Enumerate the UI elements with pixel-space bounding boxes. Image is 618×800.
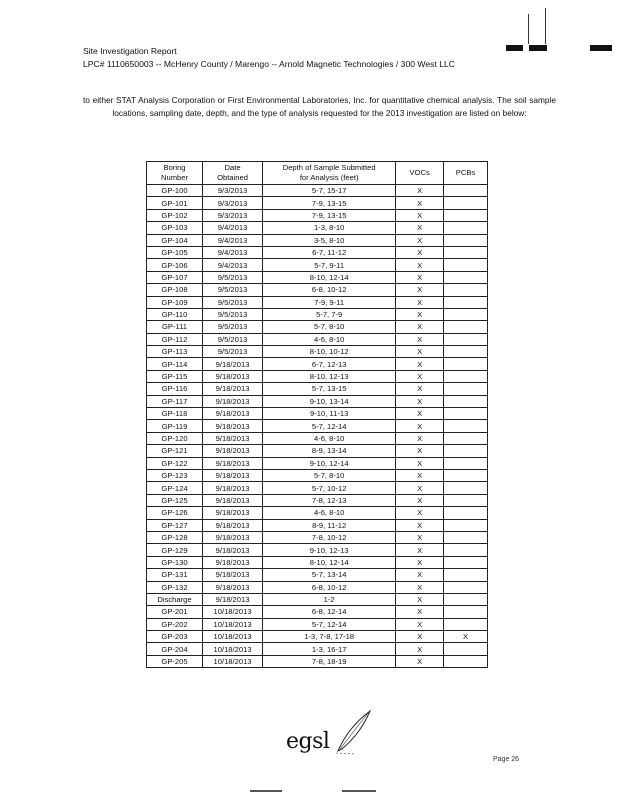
cell-vocs: X (396, 445, 444, 457)
cell-pcbs: X (444, 631, 488, 643)
cell-boring-number: GP-106 (147, 259, 203, 271)
cell-vocs: X (396, 556, 444, 568)
cell-vocs: X (396, 457, 444, 469)
cell-sample-depth: 8-10, 10-12 (263, 346, 396, 358)
cell-sample-depth: 7-9, 9-11 (263, 296, 396, 308)
quill-icon (286, 707, 376, 757)
cell-boring-number: GP-107 (147, 271, 203, 283)
cell-pcbs (444, 432, 488, 444)
cell-pcbs (444, 234, 488, 246)
cell-pcbs (444, 408, 488, 420)
cell-boring-number: GP-126 (147, 507, 203, 519)
cell-date-obtained: 10/18/2013 (203, 618, 263, 630)
cell-sample-depth: 8-9, 13-14 (263, 445, 396, 457)
cell-vocs: X (396, 383, 444, 395)
cell-vocs: X (396, 321, 444, 333)
cell-vocs: X (396, 569, 444, 581)
cell-vocs: X (396, 581, 444, 593)
cell-vocs: X (396, 358, 444, 370)
cell-date-obtained: 9/5/2013 (203, 333, 263, 345)
cell-boring-number: GP-122 (147, 457, 203, 469)
cell-sample-depth: 8-9, 11-12 (263, 519, 396, 531)
scan-mark (506, 45, 523, 51)
cell-boring-number: GP-131 (147, 569, 203, 581)
cell-date-obtained: 9/18/2013 (203, 507, 263, 519)
cell-date-obtained: 9/18/2013 (203, 395, 263, 407)
cell-sample-depth: 8-10, 12-14 (263, 271, 396, 283)
cell-pcbs (444, 346, 488, 358)
cell-boring-number: GP-108 (147, 284, 203, 296)
cell-date-obtained: 9/18/2013 (203, 469, 263, 481)
table-row (147, 643, 488, 655)
cell-vocs: X (396, 519, 444, 531)
cell-sample-depth: 7-8, 10-12 (263, 531, 396, 543)
cell-pcbs (444, 284, 488, 296)
cell-pcbs (444, 457, 488, 469)
cell-pcbs (444, 482, 488, 494)
cell-vocs: X (396, 197, 444, 209)
table-row (147, 631, 488, 643)
cell-sample-depth: 5-7, 12-14 (263, 420, 396, 432)
cell-vocs: X (396, 185, 444, 197)
cell-vocs: X (396, 346, 444, 358)
cell-boring-number: GP-102 (147, 209, 203, 221)
egsl-logo (286, 707, 376, 757)
cell-boring-number: GP-118 (147, 408, 203, 420)
cell-pcbs (444, 544, 488, 556)
cell-sample-depth: 5-7, 12-14 (263, 618, 396, 630)
cell-date-obtained: 9/4/2013 (203, 246, 263, 258)
cell-date-obtained: 9/4/2013 (203, 259, 263, 271)
cell-vocs: X (396, 531, 444, 543)
cell-date-obtained: 9/3/2013 (203, 197, 263, 209)
table-row (147, 197, 488, 209)
cell-sample-depth: 7-8, 12-13 (263, 494, 396, 506)
cell-pcbs (444, 581, 488, 593)
cell-boring-number: GP-121 (147, 445, 203, 457)
cell-vocs: X (396, 482, 444, 494)
table-row (147, 482, 488, 494)
cell-pcbs (444, 271, 488, 283)
cell-date-obtained: 9/18/2013 (203, 408, 263, 420)
cell-boring-number: GP-124 (147, 482, 203, 494)
cell-date-obtained: 9/18/2013 (203, 420, 263, 432)
cell-sample-depth: 5-7, 13-15 (263, 383, 396, 395)
cell-date-obtained: 9/5/2013 (203, 308, 263, 320)
col-depth-line2: for Analysis (feet) (299, 173, 359, 182)
cell-vocs: X (396, 593, 444, 605)
table-row (147, 469, 488, 481)
cell-sample-depth: 9-10, 12-13 (263, 544, 396, 556)
table-row (147, 445, 488, 457)
cell-sample-depth: 1-3, 7-8, 17-18 (263, 631, 396, 643)
cell-sample-depth: 6-7, 12-13 (263, 358, 396, 370)
cell-vocs: X (396, 420, 444, 432)
cell-sample-depth: 1-2 (263, 593, 396, 605)
cell-boring-number: GP-123 (147, 469, 203, 481)
cell-vocs: X (396, 222, 444, 234)
table-row (147, 370, 488, 382)
cell-pcbs (444, 655, 488, 667)
cell-boring-number: GP-109 (147, 296, 203, 308)
table-row (147, 296, 488, 308)
cell-date-obtained: 9/5/2013 (203, 271, 263, 283)
cell-vocs: X (396, 408, 444, 420)
table-row (147, 346, 488, 358)
cell-date-obtained: 10/18/2013 (203, 643, 263, 655)
cell-pcbs (444, 507, 488, 519)
table-row (147, 569, 488, 581)
cell-sample-depth: 5-7, 8-10 (263, 469, 396, 481)
cell-sample-depth: 1-3, 8-10 (263, 222, 396, 234)
table-row (147, 581, 488, 593)
scan-mark (545, 8, 546, 44)
table-row (147, 432, 488, 444)
cell-sample-depth: 6-8, 10-12 (263, 581, 396, 593)
cell-date-obtained: 9/18/2013 (203, 457, 263, 469)
cell-vocs: X (396, 631, 444, 643)
cell-date-obtained: 9/18/2013 (203, 556, 263, 568)
cell-date-obtained: 9/4/2013 (203, 222, 263, 234)
col-boring-line2: Number (161, 173, 189, 182)
cell-boring-number: GP-111 (147, 321, 203, 333)
cell-boring-number: GP-203 (147, 631, 203, 643)
scan-mark (250, 790, 282, 792)
cell-pcbs (444, 370, 488, 382)
cell-sample-depth: 7-9, 13-15 (263, 197, 396, 209)
cell-vocs: X (396, 655, 444, 667)
table-row (147, 284, 488, 296)
cell-date-obtained: 9/5/2013 (203, 321, 263, 333)
cell-vocs: X (396, 259, 444, 271)
cell-vocs: X (396, 494, 444, 506)
cell-pcbs (444, 246, 488, 258)
cell-sample-depth: 5-7, 9-11 (263, 259, 396, 271)
cell-boring-number: GP-130 (147, 556, 203, 568)
cell-pcbs (444, 308, 488, 320)
table-row (147, 259, 488, 271)
cell-boring-number: GP-202 (147, 618, 203, 630)
table-header-row (147, 162, 488, 185)
table-row (147, 408, 488, 420)
cell-boring-number: GP-120 (147, 432, 203, 444)
cell-vocs: X (396, 432, 444, 444)
table-row (147, 618, 488, 630)
table-row (147, 358, 488, 370)
cell-date-obtained: 9/3/2013 (203, 185, 263, 197)
cell-date-obtained: 10/18/2013 (203, 631, 263, 643)
col-date-line2: Obtained (217, 173, 248, 182)
cell-boring-number: GP-113 (147, 346, 203, 358)
table-row (147, 395, 488, 407)
cell-date-obtained: 9/18/2013 (203, 544, 263, 556)
col-depth-line1: Depth of Sample Submitted (282, 163, 376, 172)
col-pcbs: PCBs (444, 162, 488, 185)
cell-boring-number: GP-100 (147, 185, 203, 197)
cell-boring-number: GP-117 (147, 395, 203, 407)
scan-mark (590, 45, 612, 51)
cell-sample-depth: 5-7, 13-14 (263, 569, 396, 581)
cell-date-obtained: 10/18/2013 (203, 606, 263, 618)
cell-vocs: X (396, 246, 444, 258)
cell-date-obtained: 9/18/2013 (203, 531, 263, 543)
table-row (147, 246, 488, 258)
col-sample-depth (263, 162, 396, 185)
cell-boring-number: GP-127 (147, 519, 203, 531)
cell-pcbs (444, 321, 488, 333)
cell-boring-number: GP-103 (147, 222, 203, 234)
scan-mark (528, 14, 529, 44)
cell-date-obtained: 10/18/2013 (203, 655, 263, 667)
cell-vocs: X (396, 209, 444, 221)
cell-sample-depth: 5-7, 15-17 (263, 185, 396, 197)
cell-vocs: X (396, 308, 444, 320)
cell-pcbs (444, 531, 488, 543)
cell-sample-depth: 4-6, 8-10 (263, 333, 396, 345)
report-subtitle: LPC# 1110650003 -- McHenry County / Marengo -- Arnold Magnetic Technologies / 300 West LLC (83, 59, 455, 69)
table-row (147, 209, 488, 221)
cell-vocs: X (396, 284, 444, 296)
cell-pcbs (444, 197, 488, 209)
cell-boring-number: GP-101 (147, 197, 203, 209)
cell-boring-number: GP-125 (147, 494, 203, 506)
col-date-obtained (203, 162, 263, 185)
cell-boring-number: GP-105 (147, 246, 203, 258)
cell-vocs: X (396, 296, 444, 308)
cell-pcbs (444, 209, 488, 221)
intro-paragraph: to either STAT Analysis Corporation or First Environmental Laboratories, Inc. for quantitative chemical analysis. The soil sample locations, sampling date, depth, and the type of analysis requested for the 2013 investigation are listed on below: (83, 95, 556, 118)
cell-pcbs (444, 296, 488, 308)
cell-sample-depth: 9-10, 13-14 (263, 395, 396, 407)
cell-pcbs (444, 606, 488, 618)
table-row (147, 333, 488, 345)
cell-vocs: X (396, 544, 444, 556)
cell-date-obtained: 9/5/2013 (203, 284, 263, 296)
table-row (147, 494, 488, 506)
scan-mark (342, 790, 376, 792)
cell-date-obtained: 9/18/2013 (203, 482, 263, 494)
page-number: Page 26 (493, 756, 520, 763)
cell-date-obtained: 9/18/2013 (203, 432, 263, 444)
cell-vocs: X (396, 618, 444, 630)
soil-sample-table (146, 161, 488, 668)
cell-sample-depth: 6-8, 12-14 (263, 606, 396, 618)
cell-date-obtained: 9/18/2013 (203, 494, 263, 506)
cell-pcbs (444, 333, 488, 345)
table-row (147, 655, 488, 667)
cell-date-obtained: 9/5/2013 (203, 346, 263, 358)
cell-sample-depth: 7-8, 18-19 (263, 655, 396, 667)
cell-vocs: X (396, 469, 444, 481)
cell-pcbs (444, 259, 488, 271)
cell-date-obtained: 9/18/2013 (203, 370, 263, 382)
table-row (147, 185, 488, 197)
cell-boring-number: GP-110 (147, 308, 203, 320)
cell-date-obtained: 9/5/2013 (203, 296, 263, 308)
table-row (147, 606, 488, 618)
cell-boring-number: GP-205 (147, 655, 203, 667)
cell-pcbs (444, 420, 488, 432)
table-row (147, 321, 488, 333)
cell-vocs: X (396, 234, 444, 246)
cell-pcbs (444, 643, 488, 655)
cell-sample-depth: 4-6, 8-10 (263, 507, 396, 519)
cell-sample-depth: 6-7, 11-12 (263, 246, 396, 258)
table-row (147, 507, 488, 519)
cell-boring-number: GP-129 (147, 544, 203, 556)
cell-date-obtained: 9/18/2013 (203, 445, 263, 457)
table-row (147, 420, 488, 432)
cell-date-obtained: 9/18/2013 (203, 581, 263, 593)
cell-sample-depth: 6-8, 10-12 (263, 284, 396, 296)
cell-pcbs (444, 494, 488, 506)
cell-date-obtained: 9/4/2013 (203, 234, 263, 246)
cell-pcbs (444, 469, 488, 481)
logo-wordmark: egsl (286, 729, 330, 754)
table-row (147, 383, 488, 395)
cell-date-obtained: 9/18/2013 (203, 383, 263, 395)
cell-sample-depth: 7-9, 13-15 (263, 209, 396, 221)
cell-pcbs (444, 358, 488, 370)
cell-sample-depth: 3-5, 8-10 (263, 234, 396, 246)
cell-boring-number: GP-204 (147, 643, 203, 655)
cell-sample-depth: 5-7, 8-10 (263, 321, 396, 333)
col-boring-number (147, 162, 203, 185)
cell-boring-number: GP-132 (147, 581, 203, 593)
cell-boring-number: GP-115 (147, 370, 203, 382)
cell-pcbs (444, 593, 488, 605)
table-row (147, 544, 488, 556)
cell-sample-depth: 8-10, 12-14 (263, 556, 396, 568)
cell-vocs: X (396, 333, 444, 345)
cell-sample-depth: 5-7, 7-9 (263, 308, 396, 320)
cell-date-obtained: 9/18/2013 (203, 358, 263, 370)
cell-date-obtained: 9/18/2013 (203, 593, 263, 605)
cell-sample-depth: 5-7, 10-12 (263, 482, 396, 494)
cell-boring-number: GP-116 (147, 383, 203, 395)
cell-vocs: X (396, 395, 444, 407)
cell-vocs: X (396, 606, 444, 618)
cell-pcbs (444, 222, 488, 234)
cell-pcbs (444, 618, 488, 630)
cell-pcbs (444, 556, 488, 568)
cell-date-obtained: 9/3/2013 (203, 209, 263, 221)
cell-vocs: X (396, 507, 444, 519)
table-row (147, 222, 488, 234)
scan-mark (529, 45, 547, 51)
report-header (83, 45, 455, 71)
table-row (147, 308, 488, 320)
table-row (147, 556, 488, 568)
cell-pcbs (444, 445, 488, 457)
cell-pcbs (444, 383, 488, 395)
table-body (147, 185, 488, 668)
cell-vocs: X (396, 271, 444, 283)
cell-sample-depth: 1-3, 16-17 (263, 643, 396, 655)
table-row (147, 531, 488, 543)
table-row (147, 519, 488, 531)
cell-sample-depth: 9-10, 11-13 (263, 408, 396, 420)
table-row (147, 271, 488, 283)
col-vocs: VOCs (396, 162, 444, 185)
cell-boring-number: GP-201 (147, 606, 203, 618)
table-row (147, 234, 488, 246)
cell-date-obtained: 9/18/2013 (203, 519, 263, 531)
table-row (147, 457, 488, 469)
cell-boring-number: GP-104 (147, 234, 203, 246)
cell-pcbs (444, 185, 488, 197)
cell-pcbs (444, 519, 488, 531)
cell-vocs: X (396, 643, 444, 655)
col-boring-line1: Boring (163, 163, 186, 172)
cell-vocs: X (396, 370, 444, 382)
cell-sample-depth: 4-6, 8-10 (263, 432, 396, 444)
cell-boring-number: Discharge (147, 593, 203, 605)
cell-sample-depth: 9-10, 12-14 (263, 457, 396, 469)
cell-pcbs (444, 569, 488, 581)
cell-boring-number: GP-112 (147, 333, 203, 345)
cell-boring-number: GP-119 (147, 420, 203, 432)
table-row (147, 593, 488, 605)
cell-boring-number: GP-128 (147, 531, 203, 543)
cell-boring-number: GP-114 (147, 358, 203, 370)
cell-pcbs (444, 395, 488, 407)
cell-sample-depth: 8-10, 12-13 (263, 370, 396, 382)
cell-date-obtained: 9/18/2013 (203, 569, 263, 581)
col-date-line1: Date (224, 163, 241, 172)
report-title: Site Investigation Report (83, 46, 177, 56)
